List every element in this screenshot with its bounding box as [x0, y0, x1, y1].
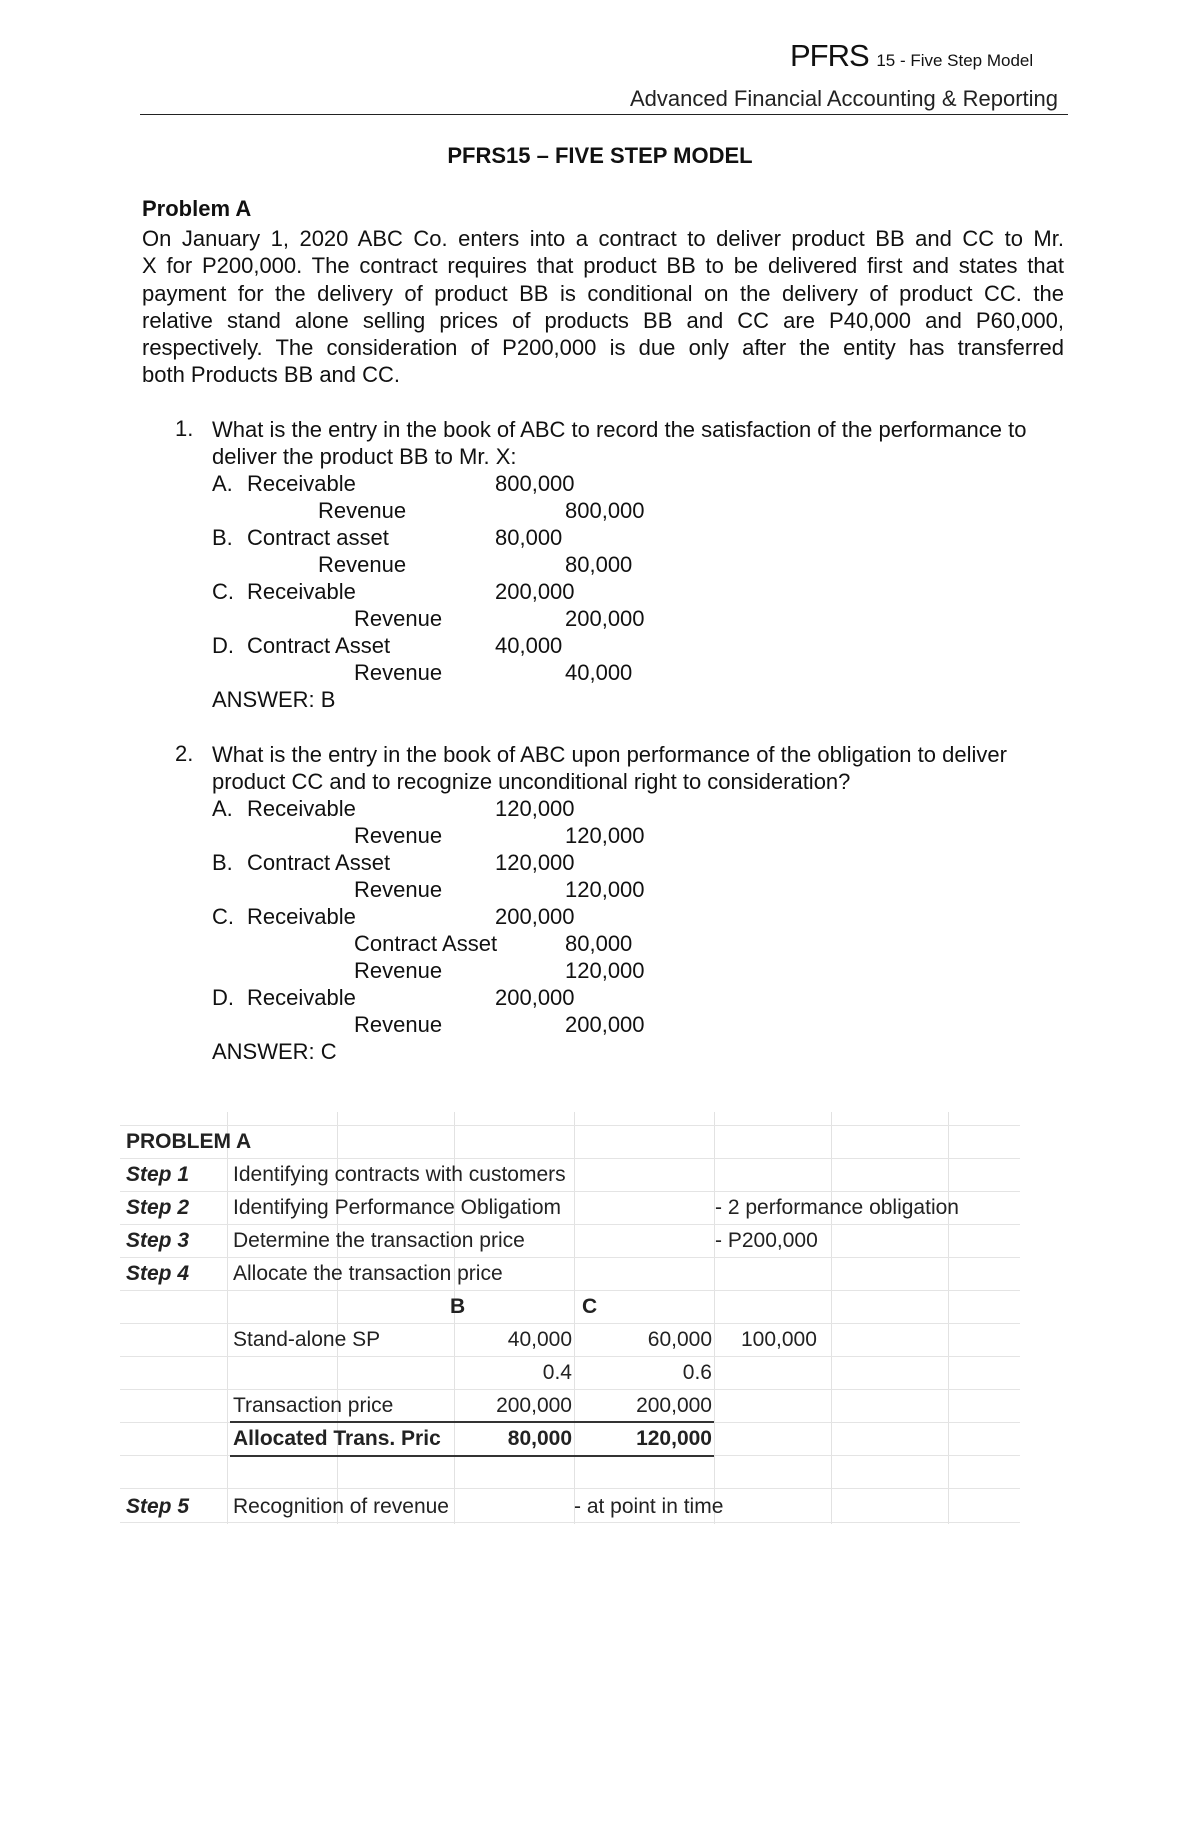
q1-c-credit-amt: 200,000 [565, 606, 645, 631]
grid-line [227, 1112, 228, 1524]
step-desc: Determine the transaction price [233, 1229, 525, 1252]
grid-line [948, 1112, 949, 1524]
q2-c-credit2-amt: 120,000 [565, 958, 645, 983]
q1-answer: ANSWER: B [212, 687, 336, 712]
grid-line [714, 1112, 715, 1524]
grid-line [120, 1389, 1020, 1390]
q1-c-debit: Receivable [247, 579, 356, 604]
problem-line: relative stand alone selling prices of products BB and CC are P40,000 and P60,000, [142, 307, 1064, 333]
q1-d-debit: Contract Asset [247, 633, 391, 658]
q1-b-debit: Contract asset [247, 525, 389, 550]
step-label: Step 3 [126, 1229, 190, 1252]
grid-line [120, 1224, 1020, 1225]
problem-line: both Products BB and CC. [142, 362, 401, 388]
grid-line [120, 1323, 1020, 1324]
alloc-b: 80,000 [507, 1427, 572, 1450]
header-rule [140, 114, 1068, 115]
q2-b-debit-amt: 120,000 [495, 850, 575, 875]
tp-c: 200,000 [636, 1394, 712, 1417]
grid-line [120, 1257, 1020, 1258]
q2-d-credit-amt: 200,000 [565, 1012, 645, 1037]
problem-heading: Problem A [142, 196, 252, 221]
q2-answer: ANSWER: C [212, 1039, 337, 1064]
q2-c-credit1-amt: 80,000 [565, 931, 633, 956]
q1-c-credit: Revenue [354, 606, 443, 631]
spreadsheet-snippet [120, 1112, 1020, 1524]
ratio-c: 0.6 [682, 1361, 712, 1384]
step-note: - at point in time [574, 1495, 724, 1518]
q1-c-label: C. [212, 579, 234, 604]
total-rule-top [230, 1421, 714, 1423]
q2-d-debit: Receivable [247, 985, 356, 1010]
q2-b-debit: Contract Asset [247, 850, 391, 875]
q2-c-credit1: Contract Asset [354, 931, 498, 956]
q2-c-debit: Receivable [247, 904, 356, 929]
grid-line [574, 1112, 575, 1524]
tp-b: 200,000 [496, 1394, 572, 1417]
grid-line [120, 1522, 1020, 1523]
q2-a-debit-amt: 120,000 [495, 796, 575, 821]
q1-d-credit: Revenue [354, 660, 443, 685]
ssp-b: 40,000 [507, 1328, 572, 1351]
q1-b-label: B. [212, 525, 233, 550]
problem-line: payment for the delivery of product BB is conditional on the delivery of product CC. the [142, 280, 1064, 306]
grid-line [831, 1112, 832, 1524]
q2-a-credit: Revenue [354, 823, 443, 848]
tp-label: Transaction price [233, 1394, 394, 1417]
step-desc: Identifying Performance Obligatiom [233, 1196, 561, 1219]
q2-c-credit2: Revenue [354, 958, 443, 983]
q1-a-label: A. [212, 471, 233, 496]
grid-line [120, 1290, 1020, 1291]
header-sub: 15 - Five Step Model [876, 51, 1034, 70]
step-label: Step 1 [126, 1163, 190, 1186]
q2-a-label: A. [212, 796, 233, 821]
q1-b-credit-amt: 80,000 [565, 552, 633, 577]
col-b-header: B [450, 1295, 466, 1318]
ssp-total: 100,000 [741, 1328, 817, 1351]
q2-d-label: D. [212, 985, 234, 1010]
q1-d-debit-amt: 40,000 [495, 633, 563, 658]
q2-b-credit-amt: 120,000 [565, 877, 645, 902]
q2-b-label: B. [212, 850, 233, 875]
step-note: - P200,000 [715, 1229, 818, 1252]
q1-b-debit-amt: 80,000 [495, 525, 563, 550]
q2-a-credit-amt: 120,000 [565, 823, 645, 848]
alloc-c: 120,000 [636, 1427, 712, 1450]
header-course: Advanced Financial Accounting & Reporting [629, 86, 1058, 111]
sheet-heading: PROBLEM A [126, 1130, 252, 1153]
total-rule-bottom [230, 1455, 714, 1457]
problem-line: X for P200,000. The contract requires that product BB to be delivered first and states that [142, 253, 1064, 279]
q1-d-credit-amt: 40,000 [565, 660, 633, 685]
q1-a-credit-amt: 800,000 [565, 498, 645, 523]
grid-line [120, 1158, 1020, 1159]
ssp-label: Stand-alone SP [233, 1328, 381, 1351]
col-c-header: C [582, 1295, 598, 1318]
q1-text: What is the entry in the book of ABC to record the satisfaction of the performance to deliver the product BB to Mr. X: [212, 417, 1027, 469]
q1-b-credit: Revenue [318, 552, 407, 577]
running-header [790, 38, 1033, 74]
q2-text: What is the entry in the book of ABC upon performance of the obligation to deliver product CC and to recognize unconditional right to consideration? [212, 742, 1007, 794]
step-note: - 2 performance obligation [715, 1196, 959, 1219]
q2-d-credit: Revenue [354, 1012, 443, 1037]
alloc-label: Allocated Trans. Pric [233, 1427, 441, 1450]
ratio-b: 0.4 [542, 1361, 572, 1384]
step-label: Step 2 [126, 1196, 190, 1219]
q2-c-debit-amt: 200,000 [495, 904, 575, 929]
grid-line [120, 1488, 1020, 1489]
ssp-c: 60,000 [647, 1328, 712, 1351]
q1-number: 1. [175, 416, 194, 441]
q2-d-debit-amt: 200,000 [495, 985, 575, 1010]
page-title: PFRS15 – FIVE STEP MODEL [447, 143, 753, 168]
q2-c-label: C. [212, 904, 234, 929]
q2-number: 2. [175, 741, 194, 766]
q2-b-credit: Revenue [354, 877, 443, 902]
grid-line [120, 1125, 1020, 1126]
step-desc: Recognition of revenue [233, 1495, 449, 1518]
step-label: Step 5 [126, 1495, 190, 1518]
step-desc: Allocate the transaction price [233, 1262, 503, 1285]
problem-line: respectively. The consideration of P200,000 is due only after the entity has transferred [142, 335, 1064, 361]
problem-paragraph [142, 225, 1064, 389]
step-label: Step 4 [126, 1262, 190, 1285]
step-desc: Identifying contracts with customers [233, 1163, 566, 1186]
q2-a-debit: Receivable [247, 796, 356, 821]
q1-a-debit-amt: 800,000 [495, 471, 575, 496]
q1-d-label: D. [212, 633, 234, 658]
grid-line [120, 1191, 1020, 1192]
header-main: PFRS [790, 38, 869, 73]
q1-a-debit: Receivable [247, 471, 356, 496]
grid-line [120, 1356, 1020, 1357]
q1-a-credit: Revenue [318, 498, 407, 523]
problem-line: On January 1, 2020 ABC Co. enters into a contract to deliver product BB and CC to Mr. [142, 226, 1064, 251]
q1-c-debit-amt: 200,000 [495, 579, 575, 604]
